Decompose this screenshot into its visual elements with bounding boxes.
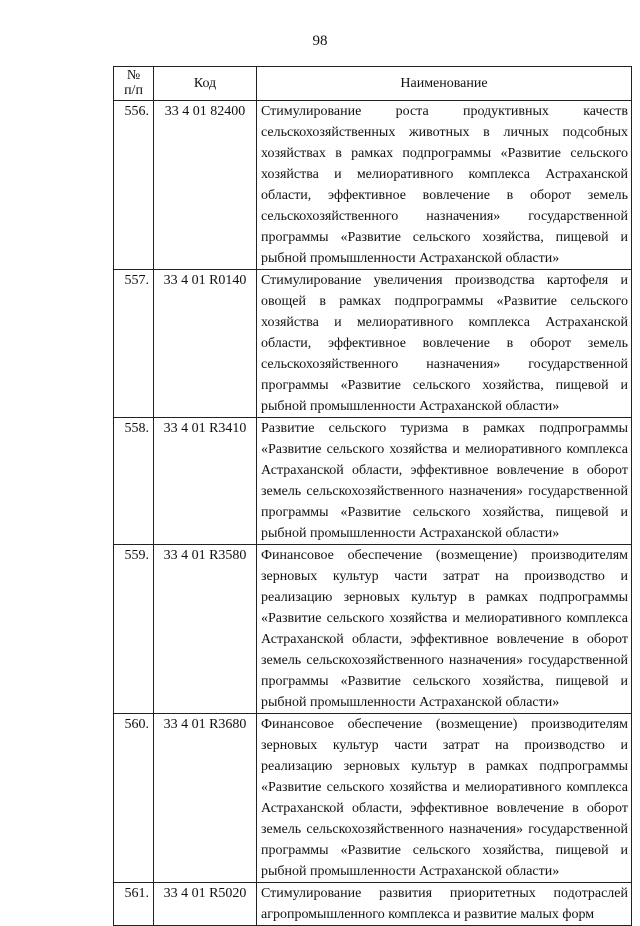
row-name: Стимулирование увеличения производства картофеля и овощей в рамках подпрограммы «Развитие сельского хозяйства и мелиоративного комплекса Астраханской области, эффективное вовлечение в оборот земель сельскохозяйственного назначения» государственной программы «Развитие сельского хозяйства, пищевой и рыбной промышленности Астраханской области» — [257, 270, 632, 418]
row-name: Стимулирование развития приоритетных подотраслей агропромышленного комплекса и развитие малых форм — [257, 883, 632, 926]
budget-codes-table — [113, 66, 632, 926]
table-row — [114, 545, 632, 714]
table-row — [114, 883, 632, 926]
row-number: 556. — [114, 101, 154, 270]
table-row — [114, 714, 632, 883]
row-number: 560. — [114, 714, 154, 883]
row-name: Финансовое обеспечение (возмещение) производителям зерновых культур части затрат на производство и реализацию зерновых культур в рамках подпрограммы «Развитие сельского хозяйства и мелиоративного комплекса Астраханской области, эффективное вовлечение в оборот земель сельскохозяйственного назначения» государственной программы «Развитие сельского хозяйства, пищевой и рыбной промышленности Астраханской области» — [257, 545, 632, 714]
header-number — [114, 67, 154, 101]
row-code: 33 4 01 R0140 — [154, 270, 257, 418]
header-code: Код — [154, 67, 257, 101]
table-header-row — [114, 67, 632, 101]
row-number: 559. — [114, 545, 154, 714]
row-name: Стимулирование роста продуктивных качеств сельскохозяйственных животных в личных подсобных хозяйствах в рамках подпрограммы «Развитие сельского хозяйства и мелиоративного комплекса Астраханской области, эффективное вовлечение в оборот земель сельскохозяйственного назначения» государственной программы «Развитие сельского хозяйства, пищевой и рыбной промышленности Астраханской области» — [257, 101, 632, 270]
row-name: Финансовое обеспечение (возмещение) производителям зерновых культур части затрат на производство и реализацию зерновых культур в рамках подпрограммы «Развитие сельского хозяйства и мелиоративного комплекса Астраханской области, эффективное вовлечение в оборот земель сельскохозяйственного назначения» государственной программы «Развитие сельского хозяйства, пищевой и рыбной промышленности Астраханской области» — [257, 714, 632, 883]
page-number: 98 — [312, 33, 328, 49]
row-number: 561. — [114, 883, 154, 926]
row-code: 33 4 01 R3580 — [154, 545, 257, 714]
row-code: 33 4 01 82400 — [154, 101, 257, 270]
header-number-symbol: № — [126, 68, 141, 83]
row-code: 33 4 01 R3680 — [154, 714, 257, 883]
row-code: 33 4 01 R3410 — [154, 418, 257, 545]
table-row — [114, 418, 632, 545]
table-row — [114, 101, 632, 270]
row-number: 558. — [114, 418, 154, 545]
row-code: 33 4 01 R5020 — [154, 883, 257, 926]
table-row — [114, 270, 632, 418]
header-name: Наименование — [257, 67, 632, 101]
row-number: 557. — [114, 270, 154, 418]
row-name: Развитие сельского туризма в рамках подпрограммы «Развитие сельского хозяйства и мелиоративного комплекса Астраханской области, эффективное вовлечение в оборот земель сельскохозяйственного назначения» государственной программы «Развитие сельского хозяйства, пищевой и рыбной промышленности Астраханской области» — [257, 418, 632, 545]
header-number-abbr: п/п — [124, 83, 143, 98]
